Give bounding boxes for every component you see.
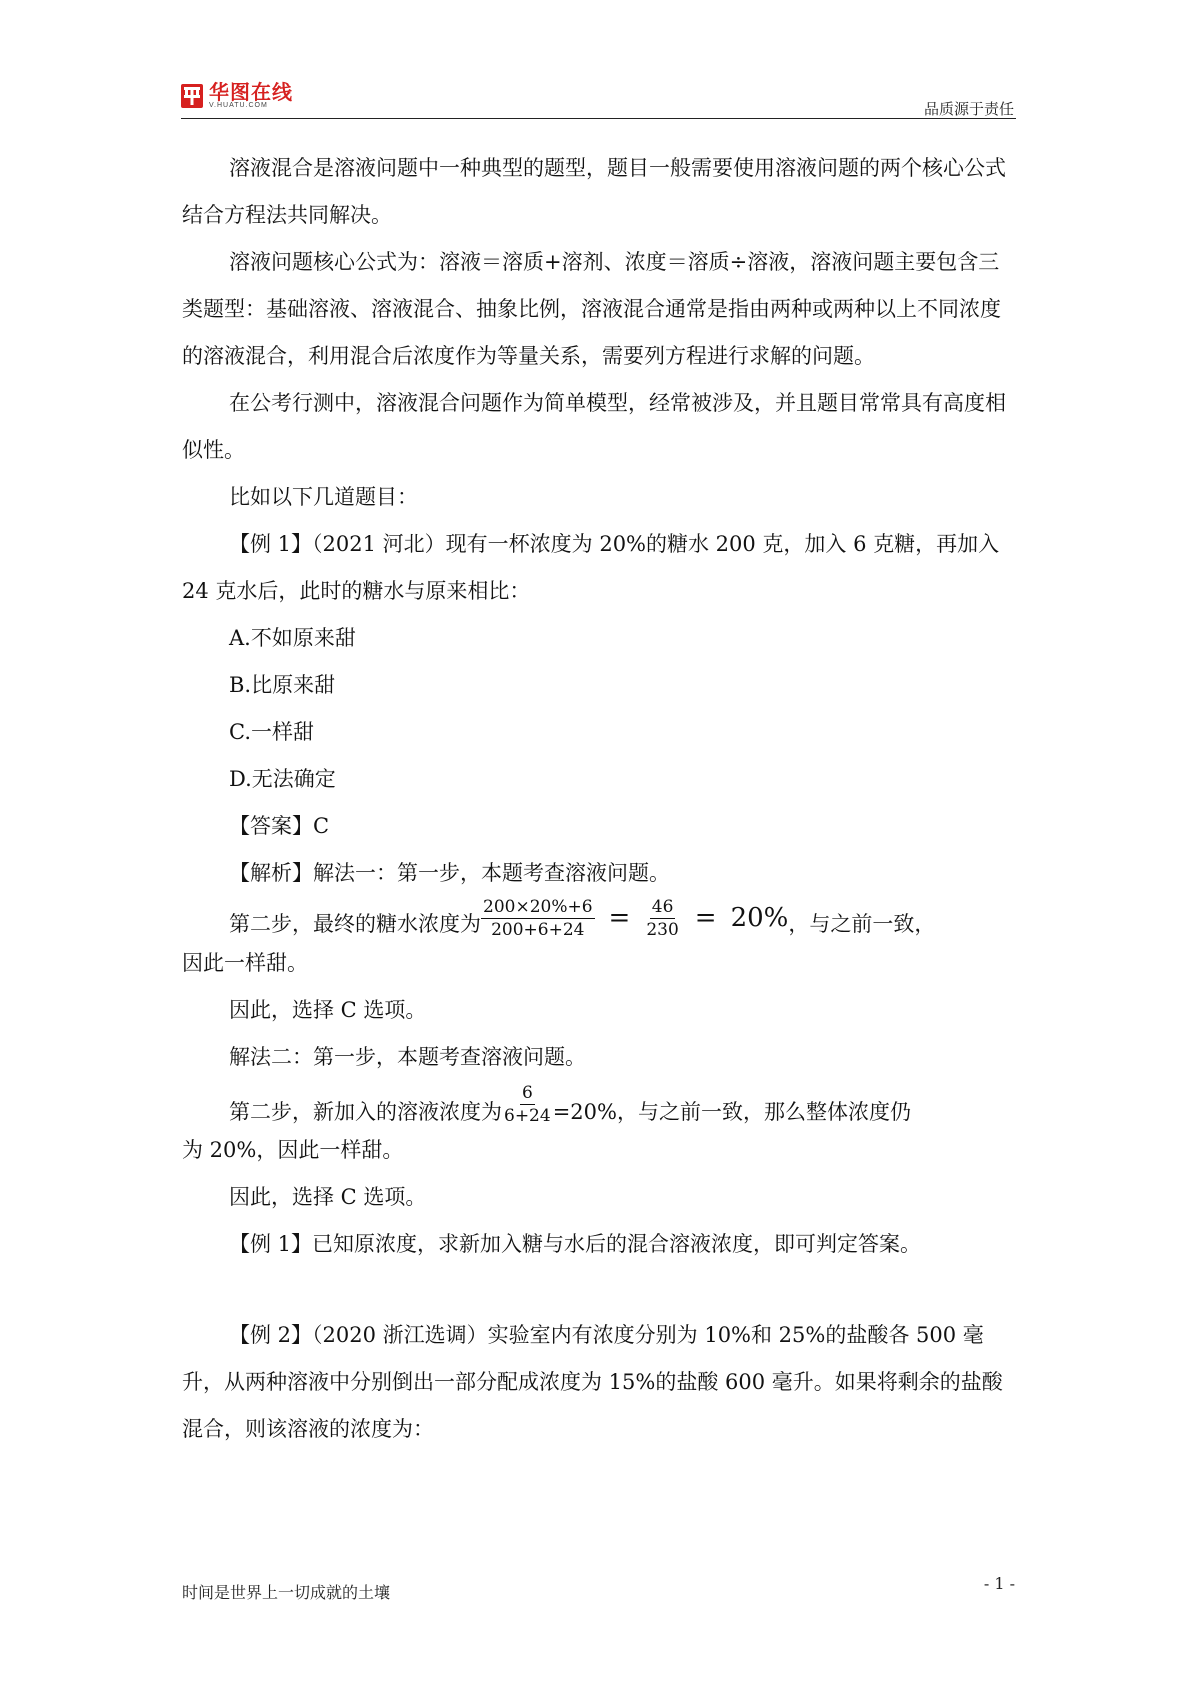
- fraction-2-numerator: 46: [651, 896, 674, 917]
- page-number: - 1 -: [983, 1574, 1015, 1593]
- formula-1: [481, 894, 788, 942]
- m2-prefix: 第二步，新加入的溶液浓度为: [229, 1099, 502, 1124]
- example1-option-b: B.比原来甜: [229, 673, 336, 697]
- document-body: [182, 145, 1018, 1453]
- example1-option-d: D.无法确定: [229, 767, 336, 791]
- formula-result: 20%: [730, 902, 789, 933]
- example2-question: 【例 2】（2020 浙江选调）实验室内有浓度分别为 10%和 25%的盐酸各 500 毫升，从两种溶液中分别倒出一部分配成浓度为 15%的盐酸 600 毫升。如果将剩余的盐酸混合，则该溶液的浓度为：: [182, 1322, 1003, 1441]
- formula-2: [502, 1080, 553, 1127]
- footer-motto: 时间是世界上一切成就的土壤: [182, 1583, 391, 1602]
- fraction-3-denominator: 6+24: [504, 1105, 551, 1126]
- example1-summary: 【例 1】已知原浓度，求新加入糖与水后的混合溶液浓度，即可判定答案。: [229, 1231, 922, 1256]
- intro-paragraph-3: 在公考行测中，溶液混合问题作为简单模型，经常被涉及，并且题目常常具有高度相似性。: [182, 391, 1006, 462]
- huatu-logo: [181, 82, 293, 110]
- fraction-3-numerator: 6: [521, 1082, 533, 1103]
- header-slogan: 品质源于责任: [923, 100, 1014, 118]
- page-header: [181, 82, 1016, 119]
- step2-prefix: 第二步，最终的糖水浓度为: [229, 912, 481, 936]
- example1-step2: [182, 896, 1018, 950]
- equals-sign-1: =: [608, 902, 631, 933]
- example1-conclusion-1: 因此，选择 C 选项。: [229, 997, 427, 1022]
- fraction-1: [481, 897, 595, 940]
- logo-url: V.HUATU.COM: [209, 102, 268, 109]
- example1-method2-continued: 为 20%，因此一样甜。: [182, 1137, 404, 1162]
- fraction-2: [644, 897, 680, 940]
- logo-name: 华图在线: [209, 80, 293, 104]
- example1-method2-step2: [182, 1082, 1018, 1137]
- equals-sign-2: =: [694, 902, 717, 933]
- example1-analysis: 【解析】解法一：第一步，本题考查溶液问题。: [229, 861, 670, 885]
- intro-paragraph-2: 溶液问题核心公式为：溶液＝溶质+溶剂、浓度＝溶质÷溶液，溶液问题主要包含三类题型：基础溶液、溶液混合、抽象比例，溶液混合通常是指由两种或两种以上不同浓度的溶液混合，利用混合后浓度作为等量关系，需要列方程进行求解的问题。: [182, 250, 1001, 368]
- intro-paragraph-4: 比如以下几道题目：: [229, 485, 418, 509]
- example1-conclusion-2: 因此，选择 C 选项。: [229, 1184, 427, 1209]
- example1-step2-continued: 因此一样甜。: [182, 950, 308, 975]
- intro-paragraph-1: 溶液混合是溶液问题中一种典型的题型，题目一般需要使用溶液问题的两个核心公式结合方程法共同解决。: [182, 156, 1006, 227]
- example1-option-c: C.一样甜: [229, 720, 314, 744]
- fraction-3: [502, 1083, 553, 1126]
- example1-answer: 【答案】C: [229, 814, 330, 838]
- step2-suffix: ，与之前一致，: [788, 912, 936, 936]
- huatu-logo-icon: [181, 84, 203, 108]
- fraction-2-denominator: 230: [646, 919, 679, 940]
- fraction-1-denominator: 200+6+24: [491, 919, 585, 940]
- example1-method-2: 解法二：第一步，本题考查溶液问题。: [229, 1044, 586, 1069]
- example1-option-a: A.不如原来甜: [229, 626, 356, 650]
- section-gap: [182, 1268, 1018, 1312]
- m2-suffix: =20%，与之前一致，那么整体浓度仍: [552, 1099, 911, 1124]
- fraction-1-numerator: 200×20%+6: [483, 896, 593, 917]
- example1-question: 【例 1】（2021 河北）现有一杯浓度为 20%的糖水 200 克，加入 6 克糖，再加入 24 克水后，此时的糖水与原来相比：: [182, 532, 1000, 603]
